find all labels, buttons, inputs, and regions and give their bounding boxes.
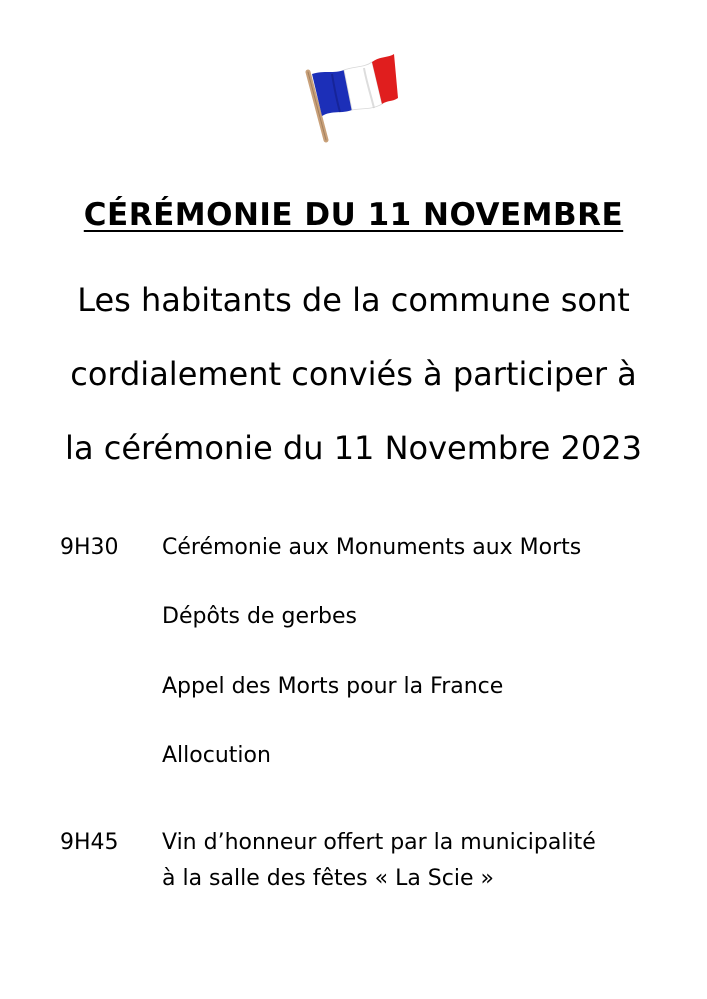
intro-line-2: cordialement conviés à participer à	[70, 355, 637, 393]
france-flag-icon	[300, 52, 400, 144]
schedule-reception-line-2: à la salle des fêtes « La Scie »	[162, 866, 494, 891]
schedule-item: Dépôts de gerbes	[162, 604, 357, 629]
schedule-item: Allocution	[162, 743, 271, 768]
schedule-time-2: 9H45	[60, 830, 119, 855]
page-title: CÉRÉMONIE DU 11 NOVEMBRE	[83, 197, 624, 233]
intro-line-3: la cérémonie du 11 Novembre 2023	[65, 429, 642, 467]
intro-line-1: Les habitants de la commune sont	[77, 281, 630, 319]
schedule-reception-line-1: Vin d’honneur offert par la municipalité	[162, 830, 596, 855]
schedule-item: Cérémonie aux Monuments aux Morts	[162, 535, 582, 560]
schedule-item: Appel des Morts pour la France	[162, 674, 504, 699]
schedule-time-1: 9H30	[60, 535, 119, 560]
